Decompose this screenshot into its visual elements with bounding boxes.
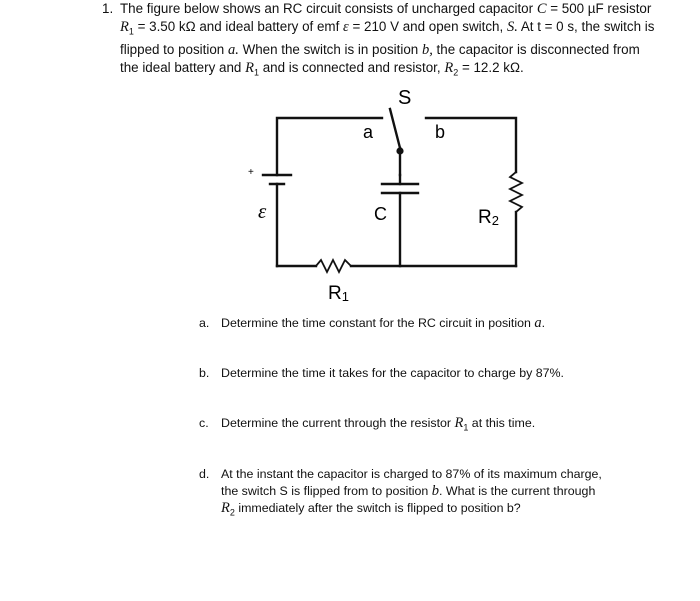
r1-resistor [316,260,351,272]
r1-symbol: R [120,19,129,36]
question-label: a. [199,316,210,330]
text-segment: . What is the current through [439,484,596,498]
capacitor-symbol: C [536,1,547,17]
text-segment: immediately after the switch is flipped to position b? [234,501,521,515]
question-text [221,415,639,436]
subscript: 2 [229,507,235,518]
problem-text [120,0,662,82]
text-segment: and is connected and resistor, [258,60,441,76]
position-a: a. [227,42,239,59]
position-b-label: b [435,122,446,142]
text-segment: is flipped to position [120,19,655,58]
problem-statement [102,0,662,82]
question-d [199,466,639,521]
text-segment: the switch S is flipped from to position [221,484,429,498]
text-segment: at this time. [468,416,536,430]
question-text [221,466,639,521]
variable: a [534,315,542,331]
emf-label: ε [258,199,267,223]
variable: b [431,483,439,499]
r2-symbol: R [444,60,454,77]
r2-letter: R [478,207,492,228]
text-segment: . [541,316,546,330]
question-label: d. [199,467,210,481]
question-label: b. [199,366,210,380]
r1-letter: R [328,283,342,304]
text-segment: At the instant the capacitor is charged to 87% of its maximum charge, [221,467,602,481]
question-label: c. [199,416,209,430]
r1-subscript: 1 [253,67,259,78]
switch-symbol: S. [506,19,518,36]
emf-symbol: ε [343,19,349,36]
r2-subscript: 2 [453,67,459,78]
text-segment: Determine the time constant for the RC circuit in position [221,316,531,330]
switch-label: S [398,87,412,109]
rc-circuit-diagram [232,80,532,310]
text-segment: the capacitor is disconnected [432,42,610,58]
capacitor-label: C [374,204,387,224]
r2-resistor [510,172,522,212]
switch-pivot [398,149,403,154]
text-segment: from the ideal battery and [120,42,640,76]
question-a [199,315,639,332]
question-text: Determine the time it takes for the capacitor to charge by 87%. [221,366,564,380]
r2-value: = 12.2 kΩ. [458,60,524,76]
variable: R [221,500,230,516]
text-segment: The figure below shows an RC circuit consists of uncharged capacitor [120,1,534,16]
subscript: 1 [463,422,469,433]
r1-symbol: R [245,60,254,77]
question-text [221,315,639,332]
switch-blade [390,109,400,148]
r1-sub: 1 [341,289,349,304]
emf-value: = 210 V and open switch, [348,19,504,35]
problem-number: 1. [102,1,114,16]
question-b [199,365,639,382]
r1-subscript: 1 [128,26,134,37]
variable: R [454,415,464,431]
text-segment: Determine the current through the resistor [221,416,452,430]
position-b: b, [421,42,433,59]
question-c [199,415,639,436]
r1-label [328,283,349,304]
plus-sign: + [248,167,254,178]
r1-value: = 3.50 kΩ and ideal battery of emf [133,19,340,35]
r2-label [478,207,499,228]
text-segment: When the switch is in position [238,42,419,58]
r2-sub: 2 [491,213,499,228]
position-a-label: a [363,122,374,142]
capacitor-value: = 500 µF resistor [546,1,652,16]
time-text: At t = 0 s, the switch [517,19,642,35]
